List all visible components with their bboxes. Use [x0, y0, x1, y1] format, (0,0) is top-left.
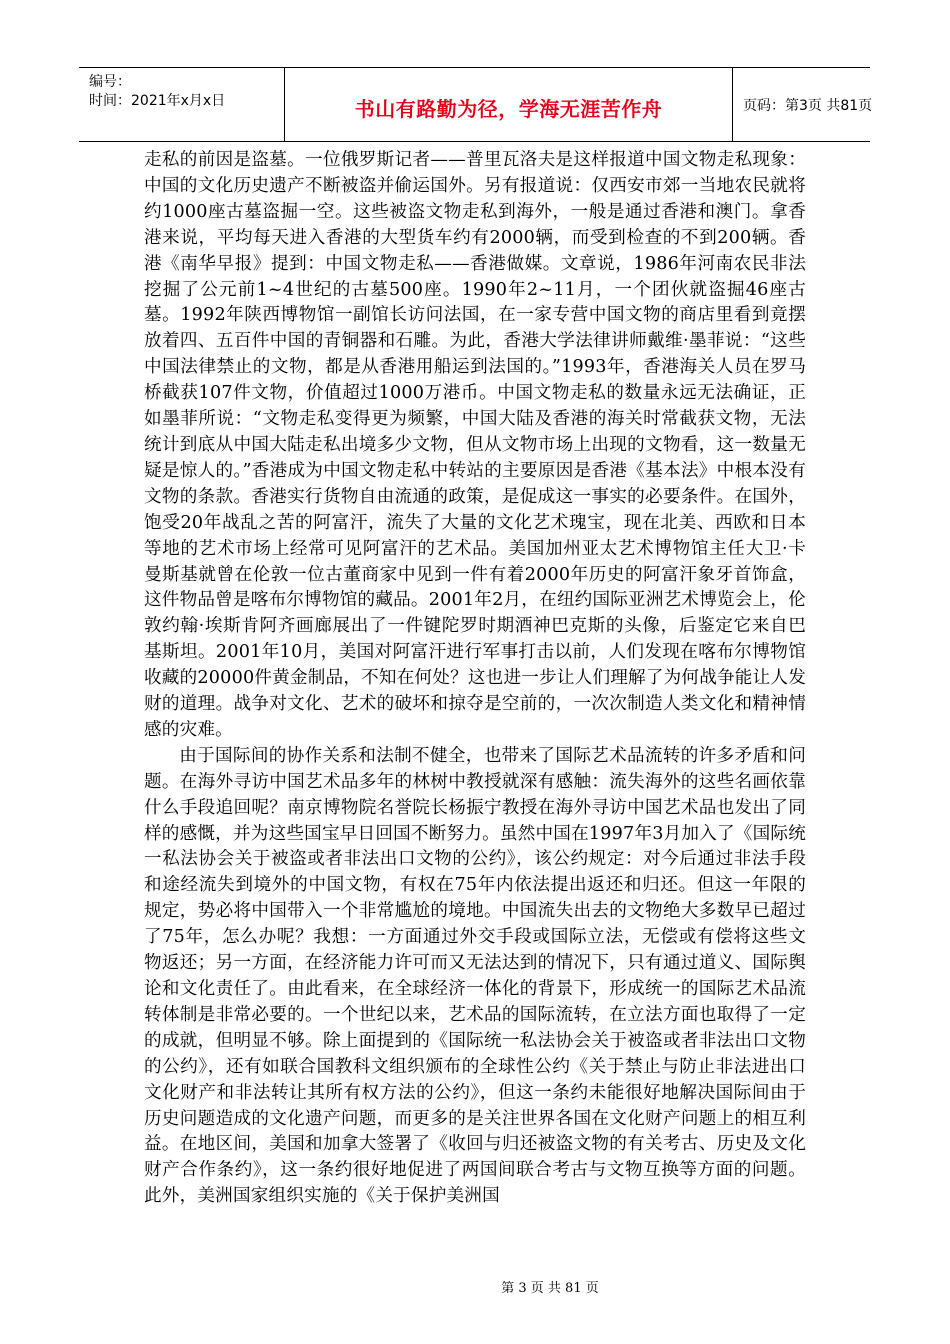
footer-page-number: 第 3 页 共 81 页: [501, 1281, 599, 1296]
page-header: [79, 67, 873, 142]
paragraph-1: 走私的前因是盗墓。一位俄罗斯记者——普里瓦洛夫是这样报道中国文物走私现象：中国的文化历史遗产不断被盗并偷运国外。另有报道说：仅西安市郊一当地农民就将约1000座古墓盗掘一空。这些被盗文物走私到海外，一般是通过香港和澳门。拿香港来说，平均每天进入香港的大型货车约有2000辆，而受到检查的不到200辆。香港《南华早报》提到：中国文物走私——香港做媒。文章说，1986年河南农民非法挖掘了公元前1~4世纪的古墓500座。1990年2~11月，一个团伙就盗掘46座古墓。1992年陕西博物馆一副馆长访问法国，在一家专营中国文物的商店里看到竟摆放着四、五百件中国的青铜器和石雕。为此，香港大学法律讲师戴维·墨菲说：“这些中国法律禁止的文物，都是从香港用船运到法国的。”1993年，香港海关人员在罗马桥截获107件文物，价值超过1000万港币。中国文物走私的数量永远无法确证，正如墨菲所说：“文物走私变得更为频繁，中国大陆及香港的海关时常截获文物，无法统计到底从中国大陆走私出境多少文物，但从文物市场上出现的文物看，这一数量无疑是惊人的。”香港成为中国文物走私中转站的主要原因是香港《基本法》中根本没有文物的条款。香港实行货物自由流通的政策，是促成这一事实的必要条件。在国外，饱受20年战乱之苦的阿富汗，流失了大量的文化艺术瑰宝，现在北美、西欧和日本等地的艺术市场上经常可见阿富汗的艺术品。美国加州亚太艺术博物馆主任大卫·卡曼斯基就曾在伦敦一位古董商家中见到一件有着2000年历史的阿富汗象牙首饰盒，这件物品曾是喀布尔博物馆的藏品。2001年2月，在纽约国际亚洲艺术博览会上，伦敦约翰·埃斯肯阿齐画廊展出了一件键陀罗时期酒神巴克斯的头像，后鉴定它来自巴基斯坦。2001年10月，美国对阿富汗进行军事打击以前，人们发现在喀布尔博物馆收藏的20000件黄金制品，不知在何处？这也进一步让人们理解了为何战争能让人发财的道理。战争对文化、艺术的破坏和掠夺是空前的，一次次制造人类文化和精神情感的灾难。: [144, 150, 806, 740]
body-text: [144, 148, 806, 1210]
header-page-info: 页码：第3页 共81页: [743, 97, 873, 114]
header-motto-cell: [285, 68, 733, 141]
header-number-label: 编号：: [89, 74, 131, 90]
header-meta: [79, 68, 285, 141]
header-time-label: 时间：2021年x月x日: [89, 93, 226, 109]
paragraph-2: 由于国际间的协作关系和法制不健全，也带来了国际艺术品流转的许多矛盾和问题。在海外寻访中国艺术品多年的林树中教授就深有感触：流失海外的这些名画依靠什么手段追回呢？南京博物院名誉院长杨振宁教授在海外寻访中国艺术品也发出了同样的感慨，并为这些国宝早日回国不断努力。虽然中国在1997年3月加入了《国际统一私法协会关于被盗或者非法出口文物的公约》，该公约规定：对今后通过非法手段和途经流失到境外的中国文物，有权在75年内依法提出返还和归还。但这一年限的规定，势必将中国带入一个非常尴尬的境地。中国流失出去的文物绝大多数早已超过了75年，怎么办呢？我想：一方面通过外交手段或国际立法，无偿或有偿将这些文物返还；另一方面，在经济能力许可而又无法达到的情况下，只有通过道义、国际舆论和文化责任了。由此看来，在全球经济一体化的背景下，形成统一的国际艺术品流转体制是非常必要的。一个世纪以来，艺术品的国际流转，在立法方面也取得了一定的成就，但明显不够。除上面提到的《国际统一私法协会关于被盗或者非法出口文物的公约》，还有如联合国教科文组织颁布的全球性公约《关于禁止与防止非法进出口文化财产和非法转让其所有权方法的公约》，但这一条约未能很好地解决国际间由于历史问题造成的文化遗产问题，而更多的是关注世界各国在文化财产问题上的相互利益。在地区间，美国和加拿大签署了《收回与归还被盗文物的有关考古、历史及文化财产合作条约》，这一条约很好地促进了两国间联合考古与文物互换等方面的问题。此外，美洲国家组织实施的《关于保护美洲国: [144, 745, 806, 1207]
header-motto: 书山有路勤为径，学海无涯苦作舟: [354, 97, 663, 121]
page-footer: [0, 1277, 950, 1296]
